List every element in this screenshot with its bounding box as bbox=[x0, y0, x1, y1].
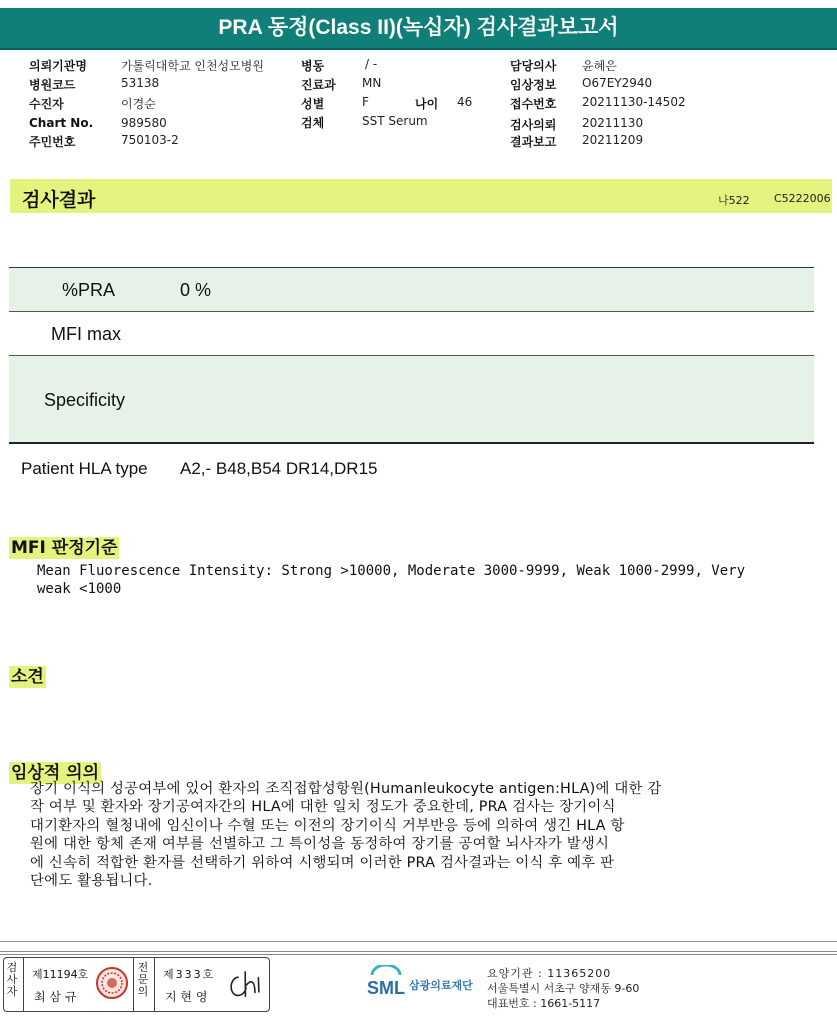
specificity-row bbox=[9, 356, 814, 442]
request-date-value: 20211130 bbox=[582, 116, 644, 130]
findings-title bbox=[9, 662, 46, 687]
box-divider bbox=[154, 957, 155, 1012]
clinical-significance-line: 장기 이식의 성공여부에 있어 환자의 조직접합성항원(Humanleukocyte antigen:HLA)에 대한 감 bbox=[30, 781, 662, 797]
recipient-value: 이경순 bbox=[121, 97, 156, 111]
age-label: 나이 bbox=[415, 97, 439, 111]
resident-id-value: 750103-2 bbox=[121, 133, 179, 147]
clinical-info-label: 임상정보 bbox=[510, 78, 557, 92]
results-section-title: 검사결과 bbox=[22, 189, 96, 211]
resident-id-label: 주민번호 bbox=[29, 135, 76, 149]
signature-icon bbox=[223, 967, 269, 1009]
svg-text:SML: SML bbox=[367, 978, 405, 998]
age-value: 46 bbox=[457, 95, 473, 109]
hla-type-label: Patient HLA type bbox=[21, 459, 148, 478]
department-value: MN bbox=[362, 76, 382, 90]
org-address: 서울특별시 서초구 양재동 9-60 bbox=[487, 982, 640, 995]
results-section-bar bbox=[10, 179, 832, 213]
sex-value: F bbox=[362, 95, 369, 109]
clinical-significance-line: 작 여부 및 환자와 장기공여자간의 HLA에 대한 일치 정도가 중요한데, PRA 검사는 장기이식 bbox=[30, 799, 616, 816]
specimen-value: SST Serum bbox=[362, 114, 428, 128]
recipient-label: 수진자 bbox=[29, 97, 64, 111]
supervisor-label-text: 전문의 bbox=[137, 961, 149, 998]
receipt-number-value: 20211130-14502 bbox=[582, 95, 686, 109]
specificity-label: Specificity bbox=[44, 390, 126, 410]
receipt-number-label: 접수번호 bbox=[510, 97, 557, 111]
test-code: 나522 bbox=[718, 194, 750, 207]
institution-label: 의뢰기관명 bbox=[29, 59, 87, 73]
clinical-significance-body bbox=[30, 780, 820, 890]
supervisor-name: 지 현 영 bbox=[165, 990, 208, 1004]
sml-logo-icon bbox=[366, 965, 406, 1005]
report-title: PRA 동정(Class II)(녹십자) 검사결과보고서 bbox=[218, 16, 619, 39]
department-label: 진료과 bbox=[301, 78, 336, 92]
examiner-name: 최 삼 규 bbox=[34, 990, 77, 1004]
footer-divider bbox=[0, 951, 837, 955]
report-date-label: 결과보고 bbox=[510, 135, 557, 149]
clinical-info-value: O67EY2940 bbox=[582, 76, 653, 90]
doctor-value: 윤혜은 bbox=[582, 59, 617, 73]
clinical-significance-line: 대기환자의 혈청내에 임신이나 수혈 또는 이전의 장기이식 거부반응 등에 의하여 생긴 HLA 항 bbox=[30, 817, 625, 834]
ward-label: 병동 bbox=[301, 59, 325, 73]
row-divider bbox=[9, 311, 814, 312]
examiner-license: 제11194호 bbox=[32, 968, 89, 981]
clinical-significance-line: 에 신속히 적합한 환자를 선택하기 위하여 시행되며 이러한 PRA 검사결과는 이식 후 예후 판 bbox=[30, 854, 615, 871]
org-name: 삼광의료재단 bbox=[409, 979, 473, 992]
request-date-label: 검사의뢰 bbox=[510, 118, 557, 132]
pra-value: 0 % bbox=[180, 280, 212, 300]
clinical-significance-line: 원에 대한 항체 존재 여부를 선별하고 그 특이성을 동정하여 장기를 공여할 뇌사자가 발생시 bbox=[30, 836, 610, 853]
clinical-significance-line: 단에도 활용됩니다. bbox=[30, 873, 153, 890]
box-divider bbox=[23, 957, 24, 1012]
org-phone: 대표번호 : 1661-5117 bbox=[487, 997, 601, 1010]
examiner-seal-icon bbox=[95, 966, 127, 998]
supervisor-license: 제333호 bbox=[163, 968, 216, 981]
findings-title-text: 소견 bbox=[11, 667, 44, 687]
chart-no-label: Chart No. bbox=[29, 116, 94, 130]
mfi-criteria-title bbox=[9, 533, 119, 558]
specimen-label: 검체 bbox=[301, 116, 325, 130]
examiner-label-text: 검사자 bbox=[6, 961, 18, 998]
pra-row bbox=[9, 268, 814, 311]
footer-divider bbox=[0, 941, 837, 942]
mfi-criteria-line1: Mean Fluorescence Intensity: Strong >10000, Moderate 3000-9999, Weak 1000-2999, Very bbox=[37, 563, 746, 579]
clinical-significance-title-text: 임상적 의의 bbox=[11, 763, 100, 783]
hospital-code-value: 53138 bbox=[121, 76, 160, 90]
mfi-criteria-title-text: MFI 판정기준 bbox=[11, 538, 118, 558]
box-divider bbox=[133, 957, 134, 1012]
pra-label: %PRA bbox=[62, 280, 116, 300]
examiner-label bbox=[6, 962, 20, 998]
mfi-criteria-line2: weak <1000 bbox=[37, 581, 122, 597]
results-table-bottom bbox=[9, 442, 814, 444]
chart-no-value: 989580 bbox=[121, 116, 167, 130]
report-date-value: 20211209 bbox=[582, 133, 644, 147]
hla-type-value: A2,- B48,B54 DR14,DR15 bbox=[180, 459, 378, 478]
order-code: C5222006 bbox=[774, 192, 831, 205]
institution-value: 가톨릭대학교 인천성모병원 bbox=[121, 59, 264, 73]
care-code: 요양기관 : 11365200 bbox=[487, 967, 612, 980]
doctor-label: 담당의사 bbox=[510, 59, 557, 73]
sex-label: 성별 bbox=[301, 97, 325, 111]
supervisor-label bbox=[137, 962, 151, 998]
ward-value: / - bbox=[365, 57, 378, 71]
mfi-max-label: MFI max bbox=[51, 324, 121, 344]
hospital-code-label: 병원코드 bbox=[29, 78, 76, 92]
